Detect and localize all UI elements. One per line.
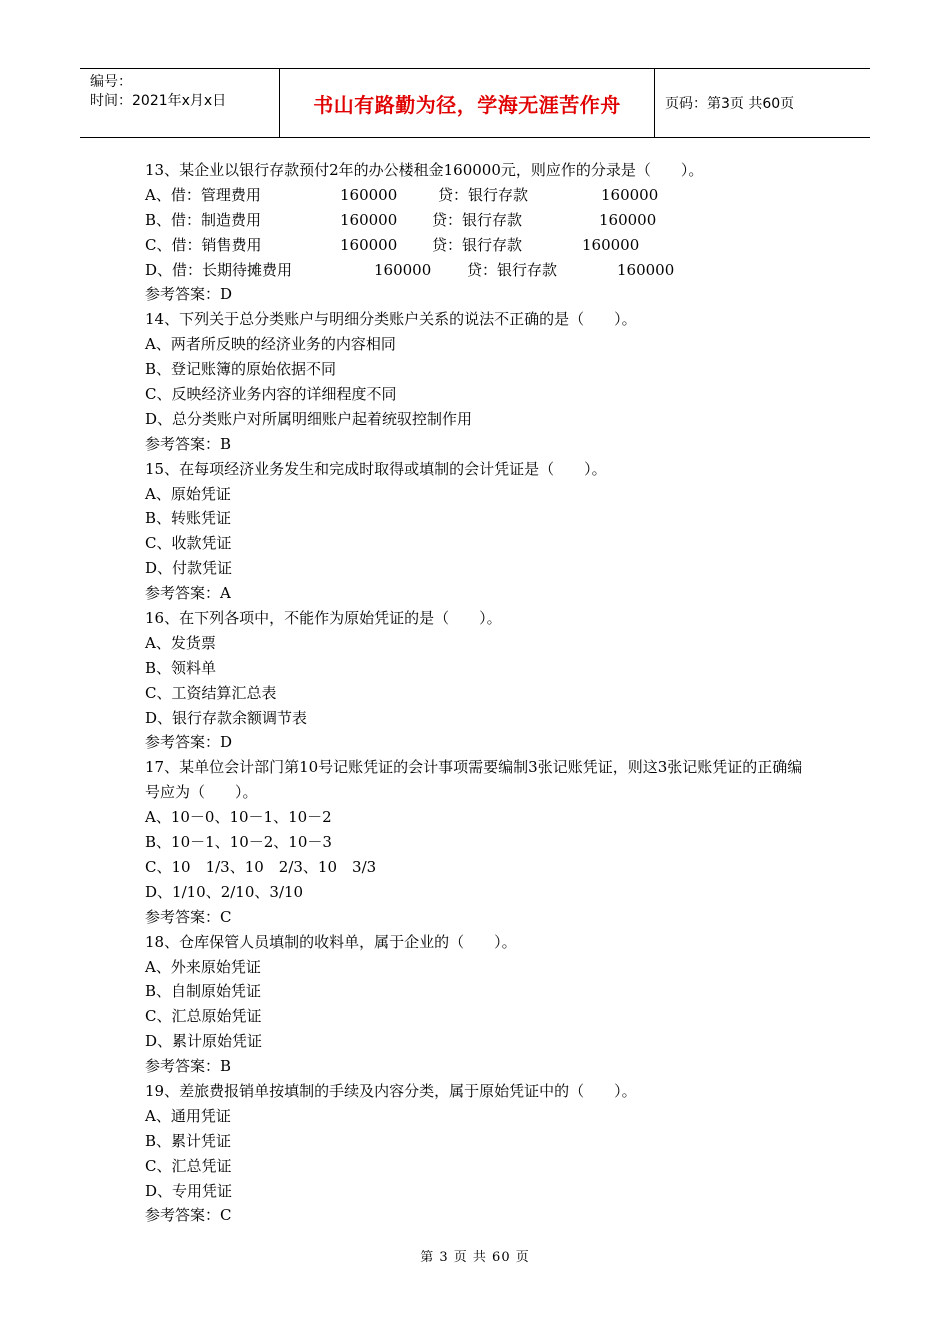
entry-option	[145, 183, 815, 208]
option: A、通用凭证	[145, 1106, 231, 1125]
option: D、专用凭证	[145, 1181, 233, 1200]
option: B、10－1、10－2、10－3	[145, 833, 332, 852]
option: B、自制原始凭证	[145, 982, 262, 1001]
option-credit-amount: 160000	[599, 210, 657, 229]
option-credit: 贷：银行存款	[438, 185, 529, 204]
answer: 参考答案：C	[145, 1206, 232, 1225]
header-motto-cell	[280, 69, 655, 137]
option: C、汇总原始凭证	[145, 1007, 262, 1026]
option: B、累计凭证	[145, 1131, 232, 1150]
document-number-label: 编号：	[90, 74, 132, 90]
entry-option	[145, 258, 815, 283]
option: C、反映经济业务内容的详细程度不同	[145, 385, 397, 404]
option-debit-amount: 160000	[374, 260, 432, 279]
question-stem: 16、在下列各项中，不能作为原始凭证的是（ ）。	[145, 609, 502, 628]
option: D、付款凭证	[145, 559, 233, 578]
question-stem: 15、在每项经济业务发生和完成时取得或填制的会计凭证是（ ）。	[145, 459, 607, 478]
option-debit: D、借：长期待摊费用	[145, 260, 293, 279]
option-credit: 贷：银行存款	[432, 235, 523, 254]
header-page-info: 页码：第3页 共60页	[665, 96, 795, 112]
answer: 参考答案：A	[145, 584, 231, 603]
option: B、领料单	[145, 658, 217, 677]
option-credit: 贷：银行存款	[432, 210, 523, 229]
option: B、转账凭证	[145, 509, 232, 528]
option: D、累计原始凭证	[145, 1032, 263, 1051]
question-stem: 17、某单位会计部门第10号记账凭证的会计事项需要编制3张记账凭证，则这3张记账凭证的正确编号应为（ ）。	[145, 758, 803, 802]
option-debit-amount: 160000	[340, 185, 398, 204]
page-header	[80, 68, 870, 138]
option: B、登记账簿的原始依据不同	[145, 360, 337, 379]
answer: 参考答案：D	[145, 733, 233, 752]
option: D、银行存款余额调节表	[145, 708, 308, 727]
question-stem: 18、仓库保管人员填制的收料单，属于企业的（ ）。	[145, 932, 517, 951]
option-debit-amount: 160000	[340, 210, 398, 229]
option-debit: B、借：制造费用	[145, 210, 262, 229]
option: A、两者所反映的经济业务的内容相同	[145, 335, 396, 354]
option-credit-amount: 160000	[582, 235, 640, 254]
question-stem: 14、下列关于总分类账户与明细分类账户关系的说法不正确的是（ ）。	[145, 310, 637, 329]
entry-option	[145, 233, 815, 258]
option: C、10 1/3、10 2/3、10 3/3	[145, 857, 377, 876]
option: C、汇总凭证	[145, 1156, 232, 1175]
option: A、10－0、10－1、10－2	[145, 808, 332, 827]
option-credit-amount: 160000	[601, 185, 659, 204]
option-debit-amount: 160000	[340, 235, 398, 254]
answer: 参考答案：B	[145, 434, 232, 453]
question-list	[145, 158, 815, 1228]
entry-option	[145, 208, 815, 233]
option: A、外来原始凭证	[145, 957, 261, 976]
answer: 参考答案：C	[145, 907, 232, 926]
option: D、1/10、2/10、3/10	[145, 882, 304, 901]
option: C、收款凭证	[145, 534, 232, 553]
question-stem: 13、某企业以银行存款预付2年的办公楼租金160000元，则应作的分录是（ ）。	[145, 161, 704, 179]
option: A、发货票	[145, 633, 216, 652]
option-debit: C、借：销售费用	[145, 235, 262, 254]
option-credit-amount: 160000	[617, 260, 675, 279]
header-meta	[80, 69, 280, 137]
answer: 参考答案：D	[145, 285, 233, 304]
page-footer: 第 3 页 共 60 页	[420, 1250, 530, 1265]
option-debit: A、借：管理费用	[145, 185, 261, 204]
answer: 参考答案：B	[145, 1057, 232, 1076]
option: D、总分类账户对所属明细账户起着统驭控制作用	[145, 409, 473, 428]
document-time: 时间：2021年x月x日	[90, 93, 227, 109]
question-stem: 19、差旅费报销单按填制的手续及内容分类，属于原始凭证中的（ ）。	[145, 1081, 637, 1100]
option: A、原始凭证	[145, 484, 231, 503]
option-credit: 贷：银行存款	[467, 260, 558, 279]
option: C、工资结算汇总表	[145, 683, 277, 702]
header-motto: 书山有路勤为径，学海无涯苦作舟	[313, 92, 621, 117]
